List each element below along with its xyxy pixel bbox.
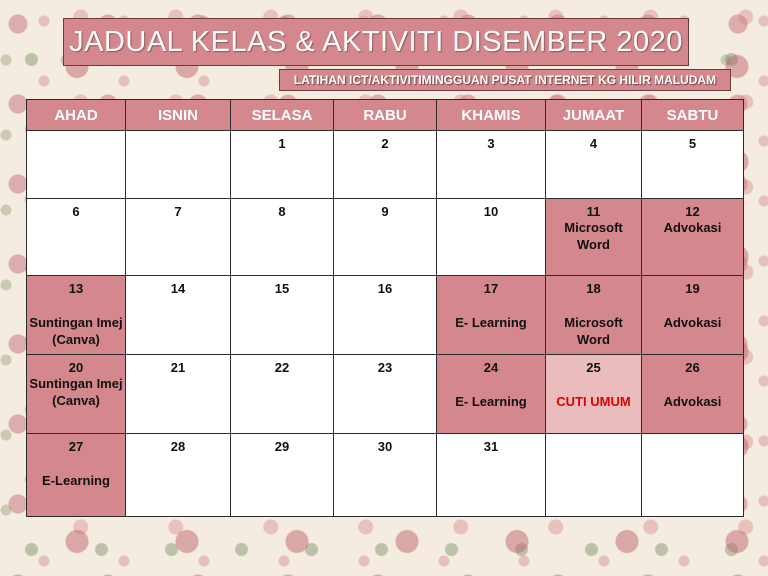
- day-number: 19: [685, 281, 700, 296]
- calendar-cell: [126, 131, 231, 199]
- calendar-cell: [642, 131, 744, 199]
- calendar-cell-activity: [437, 355, 546, 434]
- weekday-header-isnin: ISNIN: [126, 100, 231, 131]
- calendar-cell: [334, 434, 437, 517]
- weekday-header-row: [27, 100, 744, 131]
- day-number: 10: [483, 204, 499, 219]
- calendar-cell: [231, 434, 334, 517]
- day-number: 16: [377, 281, 393, 296]
- calendar-cell: [126, 199, 231, 276]
- activity-label: Microsoft Word: [564, 220, 623, 252]
- day-number: 24: [483, 360, 499, 375]
- calendar-cell: [334, 131, 437, 199]
- calendar-table: [26, 99, 744, 517]
- calendar-cell-activity: [642, 199, 744, 276]
- weekday-header-selasa: SELASA: [231, 100, 334, 131]
- calendar-cell-activity: [642, 276, 744, 355]
- calendar-cell: [546, 131, 642, 199]
- calendar-cell: [334, 276, 437, 355]
- day-number: 5: [688, 136, 697, 151]
- calendar-cell: [334, 199, 437, 276]
- page-title: JADUAL KELAS & AKTIVITI DISEMBER 2020: [63, 18, 689, 66]
- calendar-cell: [231, 199, 334, 276]
- activity-label: Microsoft Word: [564, 315, 623, 347]
- activity-label: Advokasi: [663, 315, 722, 330]
- day-number: 6: [72, 204, 80, 219]
- calendar-cell-activity: [642, 355, 744, 434]
- day-number: 18: [586, 281, 601, 296]
- calendar-cell: [437, 131, 546, 199]
- calendar-cell: [231, 131, 334, 199]
- weekday-header-ahad: AHAD: [27, 100, 126, 131]
- calendar-cell: [546, 434, 642, 517]
- day-number: 23: [377, 360, 393, 375]
- calendar-cell-activity: [546, 199, 642, 276]
- calendar-cell-activity: [437, 276, 546, 355]
- week-row-2: [27, 199, 744, 276]
- page-subtitle: LATIHAN ICT/AKTIVITIMINGGUAN PUSAT INTERNET KG HILIR MALUDAM: [279, 69, 731, 91]
- day-number: 20: [68, 360, 84, 375]
- weekday-header-sabtu: SABTU: [642, 100, 744, 131]
- day-number: 8: [278, 204, 286, 219]
- activity-label: E- Learning: [455, 315, 527, 330]
- calendar-cell: [126, 276, 231, 355]
- calendar-cell: [231, 355, 334, 434]
- calendar-cell: [27, 199, 126, 276]
- calendar-cell: [126, 434, 231, 517]
- week-row-1: [27, 131, 744, 199]
- day-number: 31: [483, 439, 499, 454]
- calendar-cell-activity: [546, 276, 642, 355]
- day-number: 14: [170, 281, 186, 296]
- day-number: 25: [586, 360, 601, 375]
- day-number: 12: [685, 204, 700, 219]
- activity-label: Advokasi: [663, 394, 722, 409]
- day-number: 29: [274, 439, 290, 454]
- day-number: 4: [589, 136, 598, 151]
- holiday-label: CUTI UMUM: [556, 394, 631, 409]
- week-row-5: [27, 434, 744, 517]
- day-number: 3: [487, 136, 495, 151]
- day-number: 2: [381, 136, 389, 151]
- calendar-cell: [437, 434, 546, 517]
- calendar-cell-activity: [27, 276, 126, 355]
- calendar-cell-activity: [27, 355, 126, 434]
- activity-label: E-Learning: [42, 473, 110, 488]
- calendar-cell: [437, 199, 546, 276]
- calendar-cell-activity: [27, 434, 126, 517]
- day-number: 13: [68, 281, 84, 296]
- calendar-cell: [334, 355, 437, 434]
- activity-label: Suntingan Imej (Canva): [29, 376, 123, 408]
- weekday-header-khamis: KHAMIS: [437, 100, 546, 131]
- day-number: 17: [483, 281, 499, 296]
- day-number: 28: [170, 439, 186, 454]
- calendar-cell: [642, 434, 744, 517]
- calendar-cell: [27, 131, 126, 199]
- activity-label: Advokasi: [663, 220, 722, 235]
- weekday-header-jumaat: JUMAAT: [546, 100, 642, 131]
- day-number: 30: [377, 439, 393, 454]
- week-row-4: [27, 355, 744, 434]
- week-row-3: [27, 276, 744, 355]
- activity-label: Suntingan Imej (Canva): [29, 315, 123, 347]
- activity-label: E- Learning: [455, 394, 527, 409]
- day-number: 9: [381, 204, 389, 219]
- day-number: 11: [586, 204, 601, 219]
- day-number: 7: [174, 204, 182, 219]
- day-number: 27: [68, 439, 84, 454]
- calendar-cell: [231, 276, 334, 355]
- day-number: 26: [685, 360, 700, 375]
- calendar-cell: [126, 355, 231, 434]
- weekday-header-rabu: RABU: [334, 100, 437, 131]
- day-number: 15: [274, 281, 290, 296]
- day-number: 1: [278, 136, 286, 151]
- day-number: 22: [274, 360, 290, 375]
- calendar-cell-holiday: [546, 355, 642, 434]
- day-number: 21: [170, 360, 186, 375]
